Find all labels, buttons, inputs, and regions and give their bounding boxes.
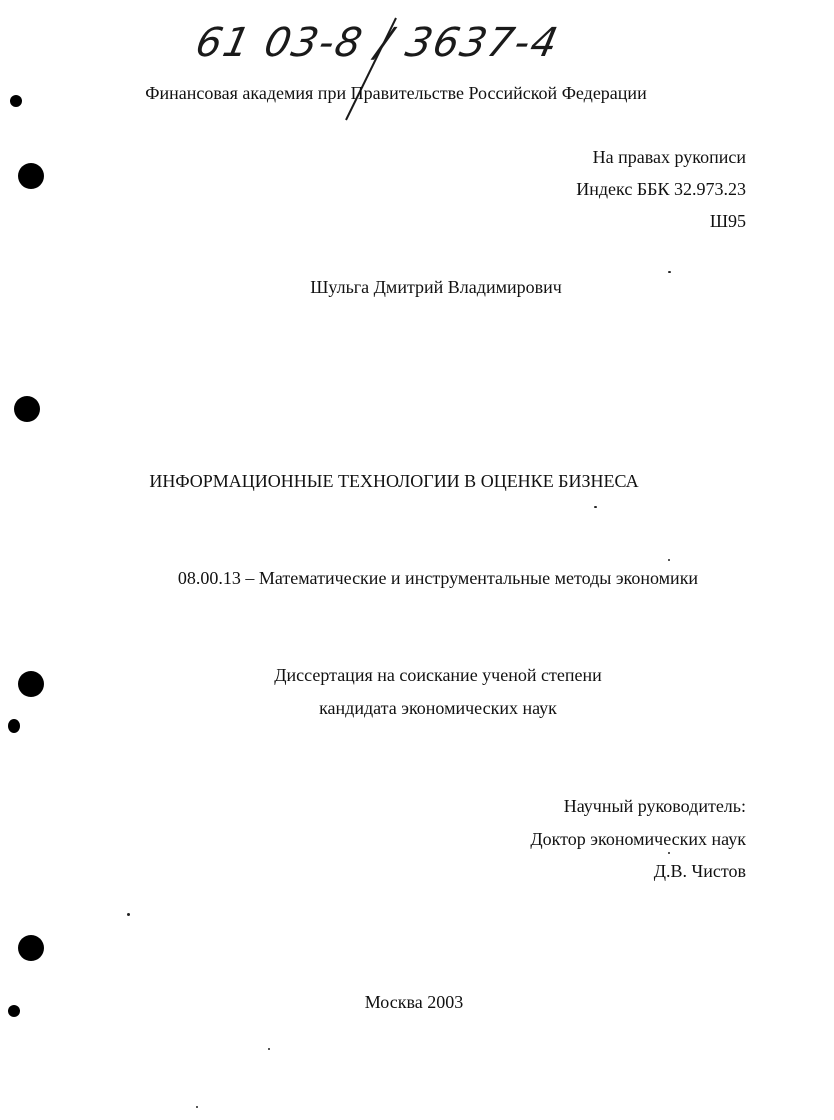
- supervisor-degree: Доктор экономических наук: [530, 829, 746, 849]
- institution-name: Финансовая академия при Правительстве Российской Федерации: [145, 83, 647, 103]
- punch-hole: [8, 719, 20, 733]
- punch-hole: [10, 95, 22, 107]
- scan-speck: [127, 913, 130, 916]
- bbk-index: Индекс ББК 32.973.23: [576, 179, 746, 199]
- punch-hole: [18, 671, 44, 697]
- punch-hole: [18, 163, 44, 189]
- punch-hole: [14, 396, 40, 422]
- degree-line-1: Диссертация на соискание ученой степени: [274, 665, 602, 685]
- handwritten-code-text: 61 03-8 / 3637-4: [191, 18, 562, 66]
- punch-hole: [8, 1005, 20, 1017]
- rights-label: На правах рукописи: [592, 147, 746, 167]
- scan-speck: [594, 506, 597, 508]
- place-year: Москва 2003: [364, 992, 464, 1012]
- dissertation-title: ИНФОРМАЦИОННЫЕ ТЕХНОЛОГИИ В ОЦЕНКЕ БИЗНЕСА: [149, 471, 639, 491]
- handwritten-code: [191, 8, 580, 128]
- supervisor-label: Научный руководитель:: [563, 796, 746, 816]
- degree-line-2: кандидата экономических наук: [319, 698, 557, 718]
- supervisor-name: Д.В. Чистов: [653, 861, 746, 881]
- author-name: Шульга Дмитрий Владимирович: [310, 277, 562, 297]
- scan-speck: [268, 1048, 270, 1050]
- scan-speck: [668, 559, 670, 561]
- scan-speck: [196, 1106, 198, 1108]
- scan-speck: [668, 852, 670, 854]
- author-sign: Ш95: [709, 211, 746, 231]
- punch-hole: [18, 935, 44, 961]
- specialty-code: 08.00.13 – Математические и инструментальные методы экономики: [177, 568, 699, 588]
- scan-speck: [668, 271, 671, 273]
